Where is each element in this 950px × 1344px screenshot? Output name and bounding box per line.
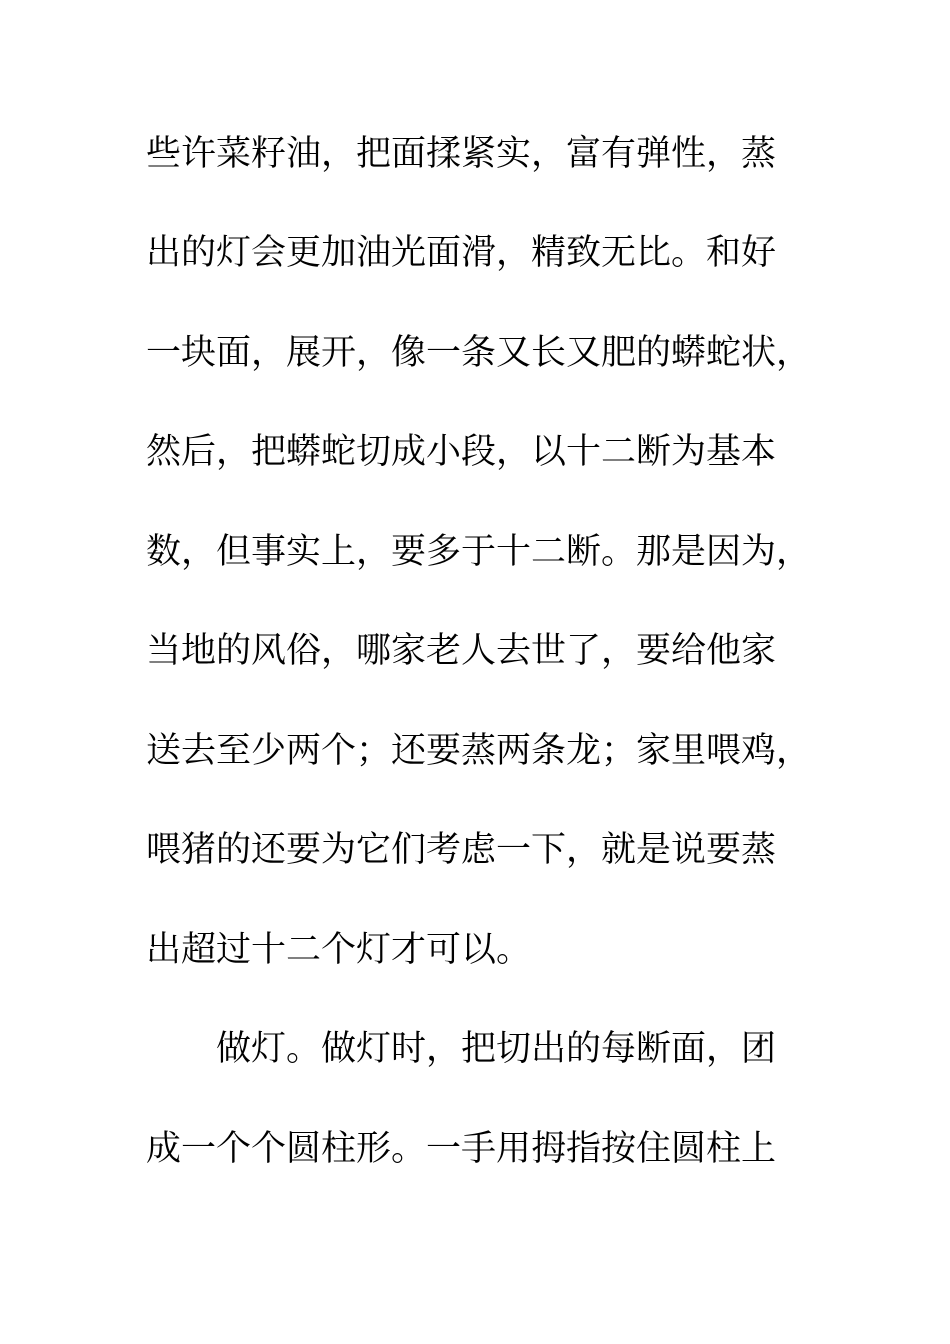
paragraph-first-line: 做灯。做灯时，把切出的每断面，团 (216, 1029, 777, 1069)
text-line: 出超过十二个灯才可以。 (146, 930, 532, 970)
text-line: 一块面，展开，像一条又长又肥的蟒蛇状， (146, 333, 812, 373)
text-line: 喂猪的还要为它们考虑一下，就是说要蒸 (146, 830, 777, 870)
text-line: 成一个个圆柱形。一手用拇指按住圆柱上 (146, 1129, 777, 1169)
text-line: 些许菜籽油，把面揉紧实，富有弹性，蒸 (146, 134, 777, 174)
text-line: 当地的风俗，哪家老人去世了，要给他家 (146, 631, 777, 671)
text-line: 然后，把蟒蛇切成小段，以十二断为基本 (146, 432, 777, 472)
text-line: 数，但事实上，要多于十二断。那是因为， (146, 532, 812, 572)
text-line: 出的灯会更加油光面滑，精致无比。和好 (146, 233, 777, 273)
text-line: 送去至少两个；还要蒸两条龙；家里喂鸡， (146, 731, 812, 771)
